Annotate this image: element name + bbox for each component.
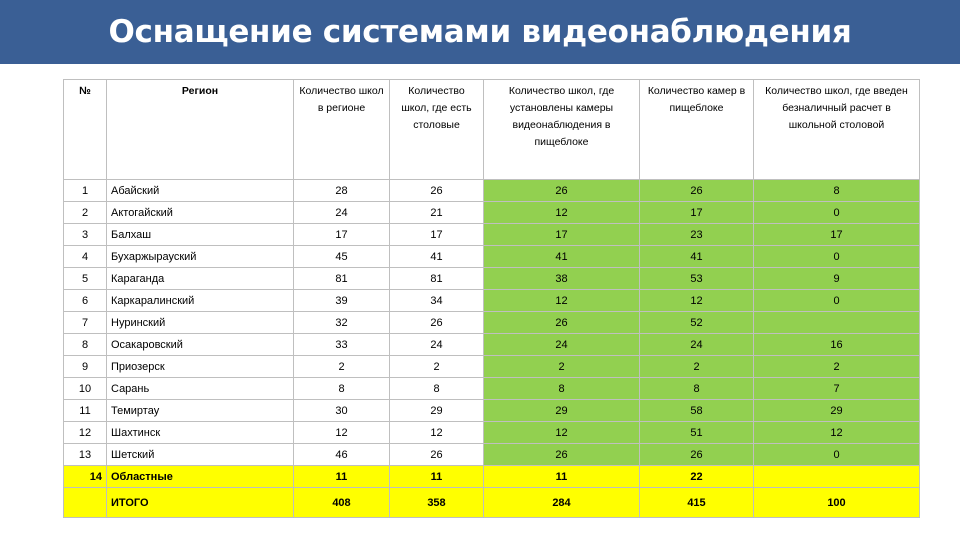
total-cashless: 100 — [754, 488, 920, 518]
row-cashless: 2 — [754, 356, 920, 378]
row-number: 1 — [64, 180, 107, 202]
row-cashless: 29 — [754, 400, 920, 422]
row-region: Темиртау — [107, 400, 294, 422]
row-schools: 2 — [294, 356, 390, 378]
oblast-region: Областные — [107, 466, 294, 488]
row-camera-schools: 12 — [484, 422, 640, 444]
row-number: 12 — [64, 422, 107, 444]
header-number: № — [64, 80, 107, 180]
row-cashless: 0 — [754, 444, 920, 466]
row-region: Абайский — [107, 180, 294, 202]
row-cameras: 12 — [640, 290, 754, 312]
row-schools: 8 — [294, 378, 390, 400]
row-number: 13 — [64, 444, 107, 466]
row-canteens: 29 — [390, 400, 484, 422]
row-number: 9 — [64, 356, 107, 378]
header-schools: Количество школ в регионе — [294, 80, 390, 180]
row-canteens: 41 — [390, 246, 484, 268]
oblast-schools: 11 — [294, 466, 390, 488]
table-row — [64, 422, 920, 444]
header-region: Регион — [107, 80, 294, 180]
header-row — [64, 80, 920, 180]
slide-title: Оснащение системами видеонаблюдения — [108, 14, 852, 50]
row-cashless — [754, 312, 920, 334]
row-schools: 45 — [294, 246, 390, 268]
row-camera-schools: 2 — [484, 356, 640, 378]
header-canteens: Количество школ, где есть столовые — [390, 80, 484, 180]
row-schools: 46 — [294, 444, 390, 466]
row-cameras: 8 — [640, 378, 754, 400]
row-cashless: 9 — [754, 268, 920, 290]
row-number: 2 — [64, 202, 107, 224]
row-canteens: 12 — [390, 422, 484, 444]
row-schools: 32 — [294, 312, 390, 334]
row-cameras: 52 — [640, 312, 754, 334]
row-cameras: 26 — [640, 180, 754, 202]
row-number: 4 — [64, 246, 107, 268]
row-canteens: 81 — [390, 268, 484, 290]
row-cashless: 8 — [754, 180, 920, 202]
row-cameras: 58 — [640, 400, 754, 422]
oblast-number: 14 — [64, 466, 107, 488]
table-row — [64, 312, 920, 334]
table-row — [64, 290, 920, 312]
table-container — [63, 79, 919, 518]
table-row — [64, 378, 920, 400]
row-canteens: 34 — [390, 290, 484, 312]
total-camera-schools: 284 — [484, 488, 640, 518]
row-schools: 81 — [294, 268, 390, 290]
row-camera-schools: 8 — [484, 378, 640, 400]
row-camera-schools: 26 — [484, 444, 640, 466]
total-row — [64, 488, 920, 518]
row-schools: 17 — [294, 224, 390, 246]
row-cashless: 0 — [754, 290, 920, 312]
row-cameras: 17 — [640, 202, 754, 224]
total-number — [64, 488, 107, 518]
row-canteens: 2 — [390, 356, 484, 378]
row-schools: 24 — [294, 202, 390, 224]
row-cashless: 7 — [754, 378, 920, 400]
row-camera-schools: 41 — [484, 246, 640, 268]
row-canteens: 26 — [390, 444, 484, 466]
table-row — [64, 400, 920, 422]
row-schools: 30 — [294, 400, 390, 422]
oblast-row — [64, 466, 920, 488]
oblast-cashless — [754, 466, 920, 488]
row-canteens: 8 — [390, 378, 484, 400]
row-camera-schools: 26 — [484, 180, 640, 202]
row-cameras: 53 — [640, 268, 754, 290]
row-number: 7 — [64, 312, 107, 334]
row-camera-schools: 29 — [484, 400, 640, 422]
video-surveillance-table — [63, 79, 920, 518]
row-region: Нуринский — [107, 312, 294, 334]
row-cameras: 51 — [640, 422, 754, 444]
row-region: Бухаржырауский — [107, 246, 294, 268]
row-camera-schools: 12 — [484, 202, 640, 224]
header-cashless: Количество школ, где введен безналичный расчет в школьной столовой — [754, 80, 920, 180]
table-row — [64, 180, 920, 202]
row-cameras: 2 — [640, 356, 754, 378]
row-region: Осакаровский — [107, 334, 294, 356]
row-number: 8 — [64, 334, 107, 356]
row-number: 6 — [64, 290, 107, 312]
row-region: Каркаралинский — [107, 290, 294, 312]
row-cameras: 41 — [640, 246, 754, 268]
row-cashless: 17 — [754, 224, 920, 246]
total-cameras: 415 — [640, 488, 754, 518]
table-row — [64, 334, 920, 356]
total-canteens: 358 — [390, 488, 484, 518]
row-canteens: 24 — [390, 334, 484, 356]
row-schools: 28 — [294, 180, 390, 202]
table-row — [64, 444, 920, 466]
row-schools: 33 — [294, 334, 390, 356]
row-camera-schools: 12 — [484, 290, 640, 312]
row-region: Приозерск — [107, 356, 294, 378]
row-camera-schools: 17 — [484, 224, 640, 246]
header-camera-schools: Количество школ, где установлены камеры видеонаблюдения в пищеблоке — [484, 80, 640, 180]
total-schools: 408 — [294, 488, 390, 518]
header-cameras: Количество камер в пищеблоке — [640, 80, 754, 180]
row-cashless: 0 — [754, 246, 920, 268]
total-label: ИТОГО — [107, 488, 294, 518]
row-camera-schools: 38 — [484, 268, 640, 290]
row-camera-schools: 24 — [484, 334, 640, 356]
row-canteens: 26 — [390, 312, 484, 334]
row-canteens: 21 — [390, 202, 484, 224]
row-cashless: 16 — [754, 334, 920, 356]
row-cameras: 23 — [640, 224, 754, 246]
row-region: Караганда — [107, 268, 294, 290]
table-row — [64, 202, 920, 224]
oblast-canteens: 11 — [390, 466, 484, 488]
row-schools: 39 — [294, 290, 390, 312]
row-region: Шахтинск — [107, 422, 294, 444]
slide-header — [0, 0, 960, 64]
oblast-cameras: 22 — [640, 466, 754, 488]
table-row — [64, 224, 920, 246]
row-number: 5 — [64, 268, 107, 290]
row-schools: 12 — [294, 422, 390, 444]
row-canteens: 17 — [390, 224, 484, 246]
row-cashless: 12 — [754, 422, 920, 444]
row-region: Балхаш — [107, 224, 294, 246]
row-number: 11 — [64, 400, 107, 422]
row-canteens: 26 — [390, 180, 484, 202]
oblast-camera-schools: 11 — [484, 466, 640, 488]
row-camera-schools: 26 — [484, 312, 640, 334]
row-region: Актогайский — [107, 202, 294, 224]
row-number: 3 — [64, 224, 107, 246]
row-region: Шетский — [107, 444, 294, 466]
table-row — [64, 356, 920, 378]
row-number: 10 — [64, 378, 107, 400]
row-cashless: 0 — [754, 202, 920, 224]
table-row — [64, 246, 920, 268]
row-cameras: 26 — [640, 444, 754, 466]
table-row — [64, 268, 920, 290]
row-region: Сарань — [107, 378, 294, 400]
row-cameras: 24 — [640, 334, 754, 356]
